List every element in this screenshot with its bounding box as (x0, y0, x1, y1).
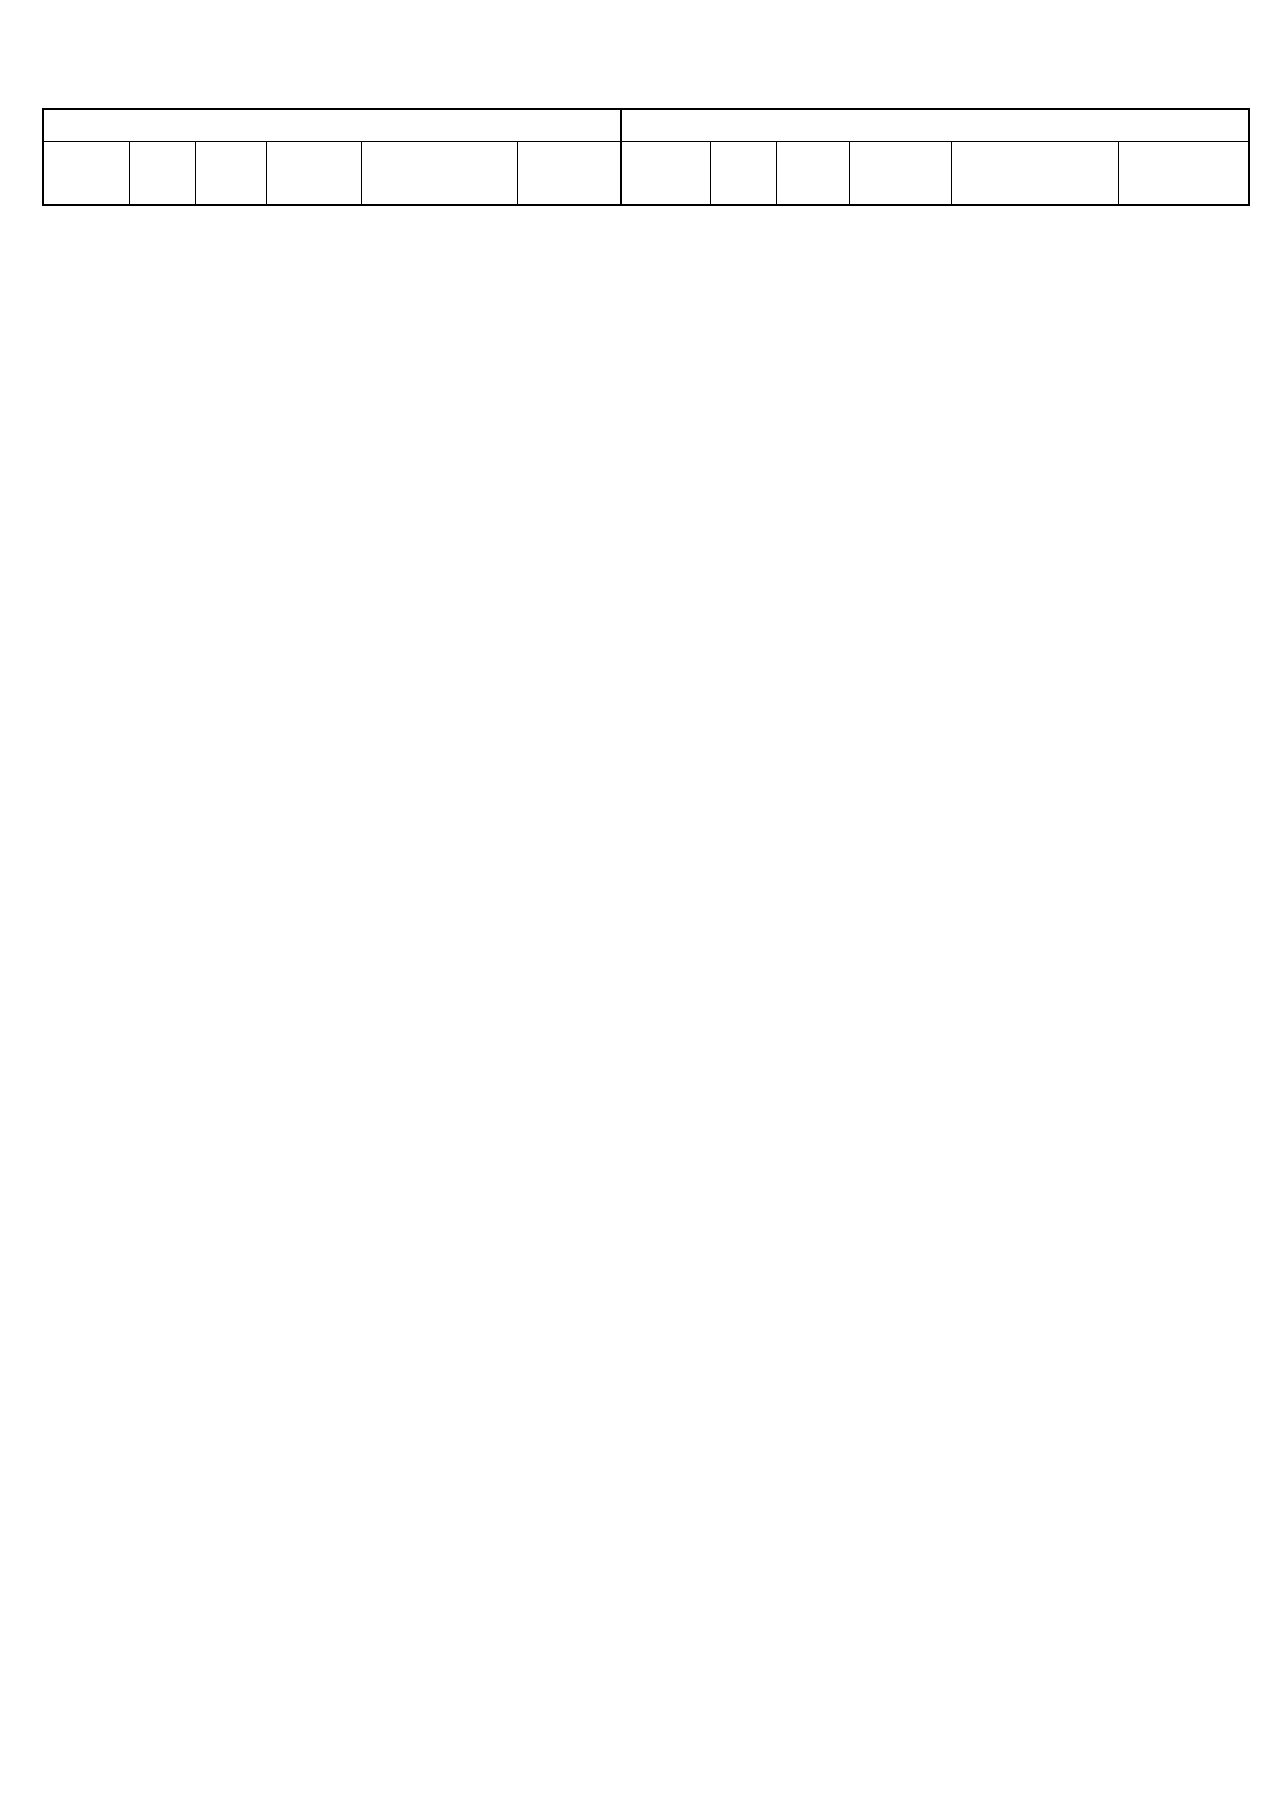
col-header-old-name (517, 141, 621, 205)
section-title-graduate (43, 109, 621, 141)
col-header-major-code (849, 141, 951, 205)
col-header-major-code (266, 141, 361, 205)
col-header-old-name (1118, 141, 1249, 205)
col-header-major-name (361, 141, 517, 205)
col-header-discipline-name (195, 141, 266, 205)
col-header-discipline-name (776, 141, 849, 205)
col-header-category (621, 141, 710, 205)
col-header-discipline-code (129, 141, 195, 205)
section-title-undergraduate (621, 109, 1249, 141)
major-catalog-table (42, 108, 1250, 206)
col-header-major-name (951, 141, 1118, 205)
column-header-row (43, 141, 1249, 205)
col-header-discipline-code (710, 141, 776, 205)
col-header-category (43, 141, 129, 205)
section-header-row (43, 109, 1249, 141)
